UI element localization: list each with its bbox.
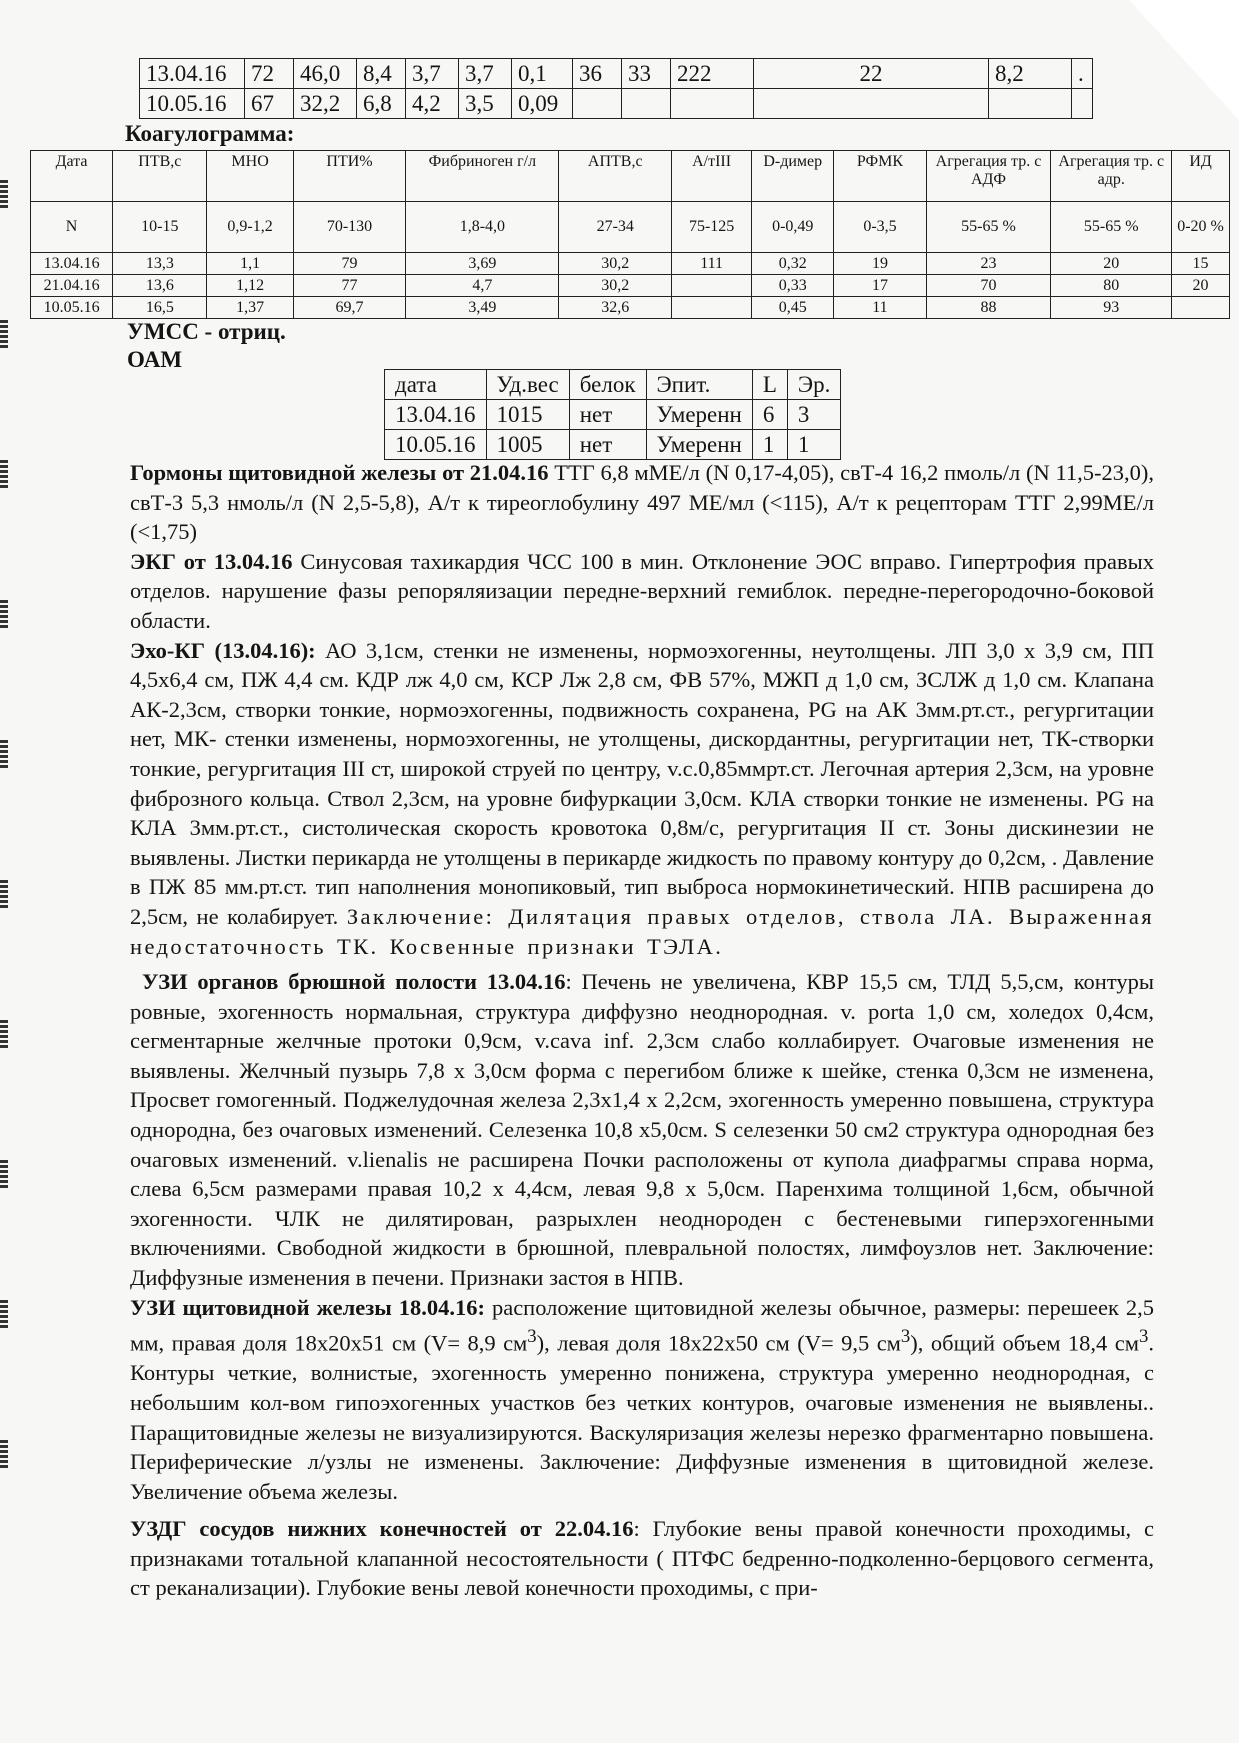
echo-paragraph xyxy=(130,636,1154,962)
uzdg-text: : Глубокие вены правой конечности проходимы, с признаками тотальной клапанной несостоятельности ( ПТФС бедренно-подколенно-берцового сегмента, ст реканализации). Глубокие вены левой конечности проходимы, с при- xyxy=(130,1516,1154,1601)
table-cell: 70-130 xyxy=(293,202,406,253)
column-header: Агрегация тр. с АДФ xyxy=(926,151,1051,202)
scan-mark xyxy=(0,1460,8,1463)
scan-mark xyxy=(0,1325,8,1328)
table-cell: 0-0,49 xyxy=(752,202,834,253)
table-cell: Умеренн xyxy=(646,400,752,430)
table-cell xyxy=(1172,297,1230,319)
table-cell: N xyxy=(31,202,113,253)
table-cell: 6 xyxy=(752,400,787,430)
scan-mark xyxy=(0,600,8,603)
scan-mark xyxy=(0,1445,8,1448)
table-cell: 70 xyxy=(926,275,1051,297)
scan-mark xyxy=(0,470,8,473)
table-cell: 1005 xyxy=(486,430,569,460)
column-header: Фибриноген г/л xyxy=(406,151,559,202)
table-cell xyxy=(671,89,754,119)
column-header: D-димер xyxy=(752,151,834,202)
table-cell: 79 xyxy=(293,253,406,275)
scan-mark xyxy=(0,905,8,908)
table-cell: 20 xyxy=(1051,253,1172,275)
column-header: ИД xyxy=(1172,151,1230,202)
scan-mark xyxy=(0,885,8,888)
table-cell: 8,4 xyxy=(357,59,406,89)
scan-mark xyxy=(0,185,8,188)
scan-mark xyxy=(0,190,8,193)
scan-mark xyxy=(0,1025,8,1028)
table-cell: 6,8 xyxy=(357,89,406,119)
uzi-thyroid-paragraph xyxy=(130,1293,1154,1507)
table-cell: 77 xyxy=(293,275,406,297)
table-cell: 33 xyxy=(622,59,671,89)
table-cell: 23 xyxy=(926,253,1051,275)
table-cell: 75-125 xyxy=(672,202,752,253)
scan-mark xyxy=(0,1045,8,1048)
column-header: Дата xyxy=(31,151,113,202)
hormones-text: ТТГ 6,8 мМЕ/л (N 0,17-4,05), свТ-4 16,2 пмоль/л (N 11,5-23,0), свТ-3 5,3 нмоль/л (N 2,5-5,8), А/т к тиреоглобулину 497 МЕ/мл (<115), А/т к рецепторам ТТГ 2,99МЕ/л (<1,75) xyxy=(130,460,1154,545)
uzi-thyroid-text-2: ), левая доля 18х22х50 см (V= 9,5 см xyxy=(536,1330,901,1356)
superscript: 3 xyxy=(1139,1326,1149,1348)
uzdg-title: УЗДГ сосудов нижних конечностей от 22.04.16 xyxy=(130,1516,634,1542)
table-cell: 0-3,5 xyxy=(834,202,926,253)
scan-mark xyxy=(0,615,8,618)
table-cell: нет xyxy=(569,430,646,460)
table-cell: 1,1 xyxy=(207,253,293,275)
table-cell: 0,33 xyxy=(752,275,834,297)
table-cell xyxy=(1072,89,1093,119)
scan-mark xyxy=(0,1030,8,1033)
uzi-thyroid-text-3: ), общий объем 18,4 см xyxy=(910,1330,1139,1356)
table-cell: 22 xyxy=(754,59,989,89)
table-row xyxy=(31,253,1230,275)
scan-mark xyxy=(0,750,8,753)
table-cell: 11 xyxy=(834,297,926,319)
scan-mark xyxy=(0,1170,8,1173)
table-cell xyxy=(672,275,752,297)
table-cell xyxy=(989,89,1072,119)
scan-mark xyxy=(0,1040,8,1043)
table-cell: 21.04.16 xyxy=(31,275,113,297)
ecg-paragraph xyxy=(130,547,1154,636)
table-row xyxy=(385,400,841,430)
superscript: 3 xyxy=(527,1326,537,1348)
scan-mark xyxy=(0,900,8,903)
column-header: РФМК xyxy=(834,151,926,202)
column-header: ПТВ,с xyxy=(113,151,207,202)
table-header-row xyxy=(385,370,841,400)
scan-mark xyxy=(0,205,8,208)
scan-mark xyxy=(0,1465,8,1468)
scan-mark xyxy=(0,1300,8,1303)
scan-mark xyxy=(0,465,8,468)
column-header: ПТИ% xyxy=(293,151,406,202)
scan-mark xyxy=(0,1020,8,1023)
scan-mark xyxy=(0,605,8,608)
scan-mark xyxy=(0,890,8,893)
ecg-title: ЭКГ от 13.04.16 xyxy=(130,548,293,574)
table-cell: 3,7 xyxy=(406,59,459,89)
scan-mark xyxy=(0,765,8,768)
uzi-thyroid-title: УЗИ щитовидной железы 18.04.16: xyxy=(130,1294,485,1320)
umss-result: УМСС - отриц. xyxy=(127,319,286,344)
scan-mark xyxy=(0,1315,8,1318)
scan-mark xyxy=(0,740,8,743)
table-cell: 3,69 xyxy=(406,253,559,275)
uzi-thyroid-text-4: . Контуры четкие, волнистые, эхогенность умеренно понижена, структура умеренно неоднородная, с небольшим кол-вом гипоэхогенных участков без четких контуров, очаговые изменения не выявлены.. Паращитовидные железы не визуализируются. Васкуляризация железы нерезко фрагментарно повышена. Периферические л/узлы не изменены. Заключение: Диффузные изменения в щитовидной железе. Увеличение объема железы. xyxy=(130,1330,1154,1504)
scan-mark xyxy=(0,755,8,758)
scan-mark xyxy=(0,335,8,338)
table-cell: 17 xyxy=(834,275,926,297)
table-cell: 13.04.16 xyxy=(140,59,245,89)
column-header: Агрегация тр. с адр. xyxy=(1051,151,1172,202)
scan-mark xyxy=(0,340,8,343)
table-cell: 19 xyxy=(834,253,926,275)
scan-mark xyxy=(0,345,8,348)
table-cell: 1015 xyxy=(486,400,569,430)
scan-mark xyxy=(0,1455,8,1458)
scan-mark xyxy=(0,330,8,333)
scan-mark xyxy=(0,480,8,483)
table-cell: 222 xyxy=(671,59,754,89)
uzi-abdomen-title: УЗИ органов брюшной полости 13.04.16 xyxy=(142,969,566,995)
table-cell: 10-15 xyxy=(113,202,207,253)
scan-mark xyxy=(0,180,8,183)
column-header: А/тIII xyxy=(672,151,752,202)
table-cell: 0,1 xyxy=(512,59,573,89)
table-cell: 3,5 xyxy=(459,89,512,119)
scan-mark xyxy=(0,1035,8,1038)
table-cell xyxy=(754,89,989,119)
scan-mark xyxy=(0,1180,8,1183)
column-header: МНО xyxy=(207,151,293,202)
table-cell: 46,0 xyxy=(294,59,357,89)
table-cell: 0,45 xyxy=(752,297,834,319)
table-cell: 32,2 xyxy=(294,89,357,119)
scan-mark xyxy=(0,320,8,323)
scan-mark xyxy=(0,1305,8,1308)
table-cell: 1,37 xyxy=(207,297,293,319)
scan-mark xyxy=(0,625,8,628)
column-header: Уд.вес xyxy=(486,370,569,400)
table-cell: 93 xyxy=(1051,297,1172,319)
table-cell: 30,2 xyxy=(559,275,672,297)
table-row xyxy=(31,297,1230,319)
table-header-row xyxy=(31,151,1230,202)
report-body xyxy=(130,458,1154,1603)
scan-mark xyxy=(0,610,8,613)
scan-mark xyxy=(0,1165,8,1168)
scan-mark xyxy=(0,745,8,748)
echo-text: АО 3,1см, стенки не изменены, нормоэхогенны, неутолщены. ЛП 3,0 х 3,9 см, ПП 4,5х6,4 см, ПЖ 4,4 см. КДР лж 4,0 см, КСР Лж 2,8 см, ФВ 57%, МЖП д 1,0 см, ЗСЛЖ д 1,0 см. Клапана АК-2,3см, створки тонкие, нормоэхогенны, подвижность сохранена, PG на АК 3мм.рт.ст., регургитации нет, МК- стенки изменены, нормоэхогенны, не утолщены, дискордантны, регургитации нет, ТК-створки тонкие, регургитация III ст, широкой струей по центру, v.c.0,85ммрт.ст. Легочная артерия 2,3см, на уровне фиброзного кольца. Ствол 2,3см, на уровне бифуркации 3,0см. КЛА створки тонкие не изменены. PG на КЛА 3мм.рт.ст., систолическая скорость кровотока 0,8м/с, регургитация II ст. Зоны дискинезии не выявлены. Листки перикарда не утолщены в перикарде жидкость по правому контуру до 0,2см, . Давление в ПЖ 85 мм.рт.ст. тип наполнения монопиковый, тип выброса нормокинетический. НПВ расширена до 2,5см, не колабирует. xyxy=(130,637,1155,929)
table-cell: 3 xyxy=(787,400,840,430)
table-cell: Умеренн xyxy=(646,430,752,460)
table-cell: 55-65 % xyxy=(926,202,1051,253)
table-cell: 88 xyxy=(926,297,1051,319)
table-cell: 67 xyxy=(245,89,294,119)
echo-title: Эхо-КГ (13.04.16): xyxy=(130,637,316,663)
scan-mark xyxy=(0,325,8,328)
table-cell: 4,2 xyxy=(406,89,459,119)
hormones-paragraph xyxy=(130,458,1154,547)
table-cell: 13,3 xyxy=(113,253,207,275)
coagulogram-table xyxy=(30,150,1230,319)
scan-mark xyxy=(0,880,8,883)
urinalysis-title: ОАМ xyxy=(127,347,183,372)
table-cell: 0,9-1,2 xyxy=(207,202,293,253)
echo-conclusion: Заключение: Дилятация правых отделов, ствола ЛА. Выраженная недостаточность ТК. Косвенные признаки ТЭЛА. xyxy=(130,903,1155,959)
scan-mark xyxy=(0,1440,8,1443)
table-row xyxy=(385,430,841,460)
table-cell: . xyxy=(1072,59,1093,89)
uzdg-paragraph xyxy=(130,1514,1154,1603)
table-cell: 3,7 xyxy=(459,59,512,89)
table-cell: 10.05.16 xyxy=(31,297,113,319)
table-cell: 0-20 % xyxy=(1172,202,1230,253)
table-cell: 1 xyxy=(787,430,840,460)
table-row xyxy=(31,275,1230,297)
table-cell: 1 xyxy=(752,430,787,460)
table-cell xyxy=(622,89,671,119)
table-cell: 13.04.16 xyxy=(31,253,113,275)
column-header: белок xyxy=(569,370,646,400)
table-cell: 72 xyxy=(245,59,294,89)
scan-mark xyxy=(0,760,8,763)
table-cell: 13.04.16 xyxy=(385,400,487,430)
table-cell: 80 xyxy=(1051,275,1172,297)
ecg-text: Синусовая тахикардия ЧСС 100 в мин. Отклонение ЭОС вправо. Гипертрофия правых отделов. нарушение фазы репоряляизации передне-верхний гемиблок. передне-перегородочно-боковой области. xyxy=(130,548,1154,633)
table-cell: 8,2 xyxy=(989,59,1072,89)
urinalysis-table xyxy=(384,369,841,460)
uzi-thyroid-text-1: расположение щитовидной железы обычное, размеры: перешеек 2,5 мм, правая доля 18х20х51 см (V= 8,9 см xyxy=(130,1294,1155,1356)
table-cell: 32,6 xyxy=(559,297,672,319)
scan-mark xyxy=(0,1310,8,1313)
table-cell: 55-65 % xyxy=(1051,202,1172,253)
hormones-title: Гормоны щитовидной железы от 21.04.16 xyxy=(130,460,549,485)
scan-mark xyxy=(0,1175,8,1178)
table-cell: 13,6 xyxy=(113,275,207,297)
table-cell xyxy=(573,89,622,119)
table-cell: 1,8-4,0 xyxy=(406,202,559,253)
scan-mark xyxy=(0,195,8,198)
table-cell: 36 xyxy=(573,59,622,89)
table-cell: 10.05.16 xyxy=(140,89,245,119)
table-cell: 4,7 xyxy=(406,275,559,297)
column-header: дата xyxy=(385,370,487,400)
uzi-abdomen-text: : Печень не увеличена, КВР 15,5 см, ТЛД 5,5,см, контуры ровные, эхогенность нормальная, структура диффузно неоднородная. v. porta 1,0 см, холедох 0,4см, сегментарные желчные протоки 0,9см, v.cava inf. 2,3см слабо коллабирует. Очаговые изменения не выявлены. Желчный пузырь 7,8 х 3,0см форма с перегибом ближе к шейке, стенка 0,3см не изменена, Просвет гомогенный. Поджелудочная железа 2,3х1,4 х 2,2см, эхогенность умеренно повышена, структура однородна, без очаговых изменений. Селезенка 10,8 х5,0см. S селезенки 50 см2 структура однородная без очаговых изменений. v.lienalis не расширена Почки расположены от купола диафрагмы справа норма, слева 6,5см размерами правая 10,2 х 4,4см, левая 9,8 х 5,0см. Паренхима толщиной 1,6см, обычной эхогенности. ЧЛК не дилятирован, разрыхлен неоднороден с бестеневыми гиперэхогенными включениями. Свободной жидкости в брюшной, плевральной полостях, лимфоузлов нет. Заключение: Диффузные изменения в печени. Признаки застоя в НПВ. xyxy=(130,969,1154,1291)
lab-results-table xyxy=(139,58,1093,119)
table-row xyxy=(140,89,1093,119)
table-cell xyxy=(672,297,752,319)
column-header: Эпит. xyxy=(646,370,752,400)
uzi-abdomen-paragraph xyxy=(130,967,1154,1293)
column-header: Эр. xyxy=(787,370,840,400)
table-cell: 16,5 xyxy=(113,297,207,319)
table-cell: 27-34 xyxy=(559,202,672,253)
scan-mark xyxy=(0,1185,8,1188)
table-cell: 1,12 xyxy=(207,275,293,297)
table-cell: 20 xyxy=(1172,275,1230,297)
superscript: 3 xyxy=(900,1326,911,1348)
scan-edge-marks xyxy=(0,180,10,1580)
scan-mark xyxy=(0,485,8,488)
table-row xyxy=(31,202,1230,253)
coagulogram-title: Коагулограмма: xyxy=(125,121,295,146)
table-cell: нет xyxy=(569,400,646,430)
folded-corner xyxy=(1129,0,1239,120)
table-cell: 0,32 xyxy=(752,253,834,275)
scan-mark xyxy=(0,200,8,203)
scan-mark xyxy=(0,1160,8,1163)
table-cell: 15 xyxy=(1172,253,1230,275)
table-cell: 69,7 xyxy=(293,297,406,319)
table-row xyxy=(140,59,1093,89)
table-cell: 30,2 xyxy=(559,253,672,275)
column-header: L xyxy=(752,370,787,400)
scan-mark xyxy=(0,1320,8,1323)
scan-mark xyxy=(0,620,8,623)
scan-mark xyxy=(0,895,8,898)
table-cell: 111 xyxy=(672,253,752,275)
column-header: АПТВ,с xyxy=(559,151,672,202)
scan-mark xyxy=(0,475,8,478)
table-cell: 3,49 xyxy=(406,297,559,319)
scan-mark xyxy=(0,1450,8,1453)
table-cell: 0,09 xyxy=(512,89,573,119)
scan-mark xyxy=(0,460,8,463)
table-cell: 10.05.16 xyxy=(385,430,487,460)
